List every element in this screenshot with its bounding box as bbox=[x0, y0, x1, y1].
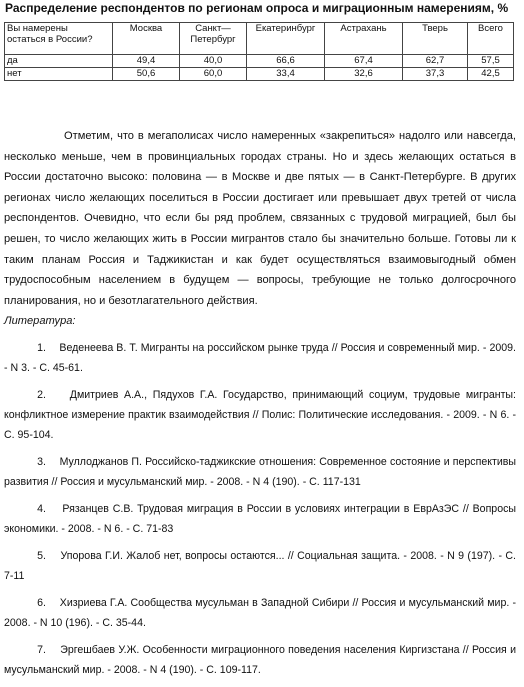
survey-table bbox=[4, 22, 514, 81]
table-cell: 60,0 bbox=[180, 68, 247, 81]
reference-number: 6. bbox=[37, 597, 46, 609]
column-header-text-2: Петербург bbox=[190, 34, 236, 45]
column-header-text: Москва bbox=[129, 23, 163, 34]
table-cell: 40,0 bbox=[180, 55, 247, 68]
column-header bbox=[403, 23, 468, 55]
table-cell: 49,4 bbox=[113, 55, 180, 68]
reference-text: Муллоджанов П. Российско-таджикские отношения: Современное состояние и перспективы развития // Россия и мусульманский мир. - 2008. - N 4 (190). - С. 117-131 bbox=[4, 456, 516, 488]
column-header bbox=[325, 23, 403, 55]
list-item bbox=[4, 499, 516, 539]
reference-number: 7. bbox=[37, 644, 46, 656]
table-row bbox=[5, 55, 514, 68]
list-item bbox=[4, 640, 516, 680]
reference-number: 1. bbox=[37, 342, 46, 354]
reference-text: Дмитриев А.А., Пядухов Г.А. Государство, принимающий социум, трудовые мигранты: конфликтное измерение практик взаимодействия // Полис: Политические исследования. - 2009. - N 6. - С. 95-104. bbox=[4, 389, 516, 441]
literature-heading: Литература: bbox=[4, 315, 76, 327]
list-item bbox=[4, 452, 516, 492]
body-paragraph: Отметим, что в мегаполисах число намеренных «закрепиться» надолго или навсегда, несколько меньше, чем в провинциальных городах страны. Но и здесь желающих остаться в России достаточно высоко: половина — в Москве и две пятых — в Санкт-Петербурге. В других регионах число желающих поселиться в России достигает или превышает двух третей от числа респондентов. Очевидно, что если бы ряд проблем, связанных с трудовой миграцией, был бы решен, то число желающих жить в России мигрантов стало бы значительно больше. Готовы ли к таким планам Россия и Таджикистан и как будет осуществляться взаимовыгодный обмен трудоспособным населением в будущем — вопросы, требующие не только долгосрочного планирования, но и безотлагательного действия. bbox=[4, 130, 516, 307]
table-cell: 37,3 bbox=[403, 68, 468, 81]
reference-text: Хизриева Г.А. Сообщества мусульман в Западной Сибири // Россия и мусульманский мир. - 2008. - N 10 (196). - С. 35-44. bbox=[4, 597, 516, 629]
header-question bbox=[5, 23, 113, 55]
column-header bbox=[113, 23, 180, 55]
table-cell: 67,4 bbox=[325, 55, 403, 68]
reference-text: Упорова Г.И. Жалоб нет, вопросы остаются... // Социальная защита. - 2008. - N 9 (197). - С. 7-11 bbox=[4, 550, 516, 582]
reference-number: 3. bbox=[37, 456, 46, 468]
table-cell: 57,5 bbox=[468, 55, 514, 68]
list-item bbox=[4, 593, 516, 633]
reference-number: 5. bbox=[37, 550, 46, 562]
list-item bbox=[4, 338, 516, 378]
column-header bbox=[247, 23, 325, 55]
reference-text: Рязанцев С.В. Трудовая миграция в России в условиях интеграции в ЕврАзЭС // Вопросы экономики. - 2008. - N 6. - С. 71-83 bbox=[4, 503, 517, 535]
list-item bbox=[4, 546, 516, 586]
column-header-text: Санкт— bbox=[195, 23, 231, 34]
table-cell: 32,6 bbox=[325, 68, 403, 81]
column-header-text: Тверь bbox=[422, 23, 448, 34]
table-cell: 33,4 bbox=[247, 68, 325, 81]
column-header-text: Астрахань bbox=[340, 23, 387, 34]
column-header-text: Екатеринбург bbox=[255, 23, 316, 34]
reference-number: 2. bbox=[37, 389, 46, 401]
header-question-line2: остаться в России? bbox=[7, 34, 93, 45]
column-header bbox=[180, 23, 247, 55]
table-cell: 50,6 bbox=[113, 68, 180, 81]
reference-list bbox=[4, 338, 516, 687]
column-header bbox=[468, 23, 514, 55]
list-item bbox=[4, 385, 516, 445]
header-question-line1: Вы намерены bbox=[7, 23, 68, 34]
reference-text: Веденеева В. Т. Мигранты на российском рынке труда // Россия и современный мир. - 2009. - N 3. - С. 45-61. bbox=[4, 342, 516, 374]
column-header-text: Всего bbox=[478, 23, 503, 34]
table-cell: 42,5 bbox=[468, 68, 514, 81]
reference-text: Эргешбаев У.Ж. Особенности миграционного поведения населения Киргизстана // Россия и мусульманский мир. - 2008. - N 4 (190). - С. 109-117. bbox=[4, 644, 516, 676]
table-title: Распределение респондентов по регионам опроса и миграционным намерениям, % bbox=[5, 1, 509, 15]
reference-number: 4. bbox=[37, 503, 46, 515]
row-label: да bbox=[5, 55, 113, 68]
table-cell: 62,7 bbox=[403, 55, 468, 68]
table-row bbox=[5, 68, 514, 81]
table-cell: 66,6 bbox=[247, 55, 325, 68]
table-header-row bbox=[5, 23, 514, 55]
row-label: нет bbox=[5, 68, 113, 81]
